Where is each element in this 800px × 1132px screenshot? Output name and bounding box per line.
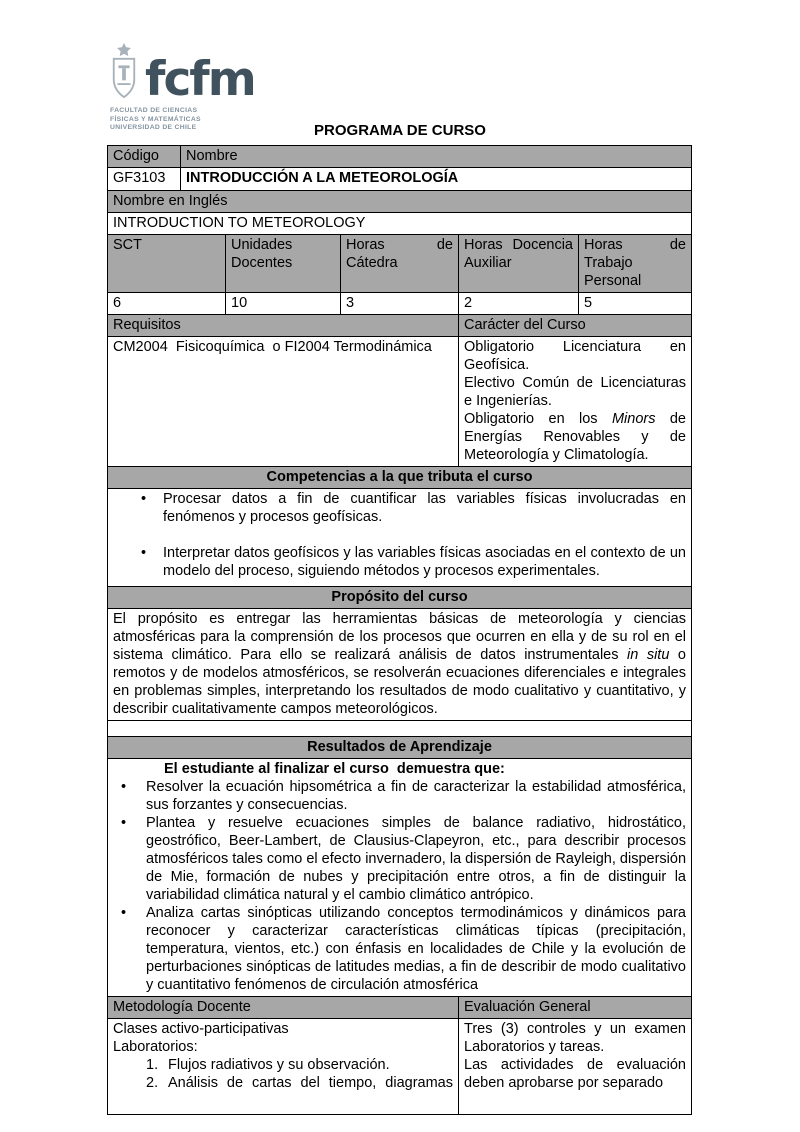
table-row [108,609,692,721]
list-number: 2. [146,1075,159,1091]
resultados-content [108,759,692,997]
caracter-label-cell: Carácter del Curso [459,315,692,337]
table-row [108,168,692,191]
sct-label-cell: SCT [108,235,226,293]
list-item: 2. Análisis de cartas del tiempo, diagramas [146,1075,453,1091]
list-item: • Plantea y resuelve ecuaciones simples de balance radiativo, hidrostático, geostrófico, Beer-Lambert, de Clausius-Clapeyron, etc., para describir procesos atmosféricos tales como el efecto invernadero, la dispersión de Rayleigh, dispersión de Mie, formación de nubes y precipitación entre otros, a fin de distinguir la variabilidad climática natural y el cambio climático antrópico. [121,815,687,903]
codigo-label-cell: Código [108,146,181,168]
list-item: • Procesar datos a fin de cuantificar las variables físicas involucradas en fenómenos y procesos geofísicas. [141,491,686,525]
nombre-value: INTRODUCCIÓN A LA METEOROLOGÍA [181,168,692,191]
competencias-header: Competencias a la que tributa el curso [108,467,692,489]
metodologia-header: Metodología Docente [108,997,459,1019]
table-row [108,337,692,467]
evaluacion-line: Tres (3) controles y un examen [464,1021,686,1037]
table-row [108,721,692,737]
university-crest-icon [110,42,138,100]
table-row [108,489,692,587]
horas-docencia-label-cell: Horas Docencia Auxiliar [459,235,579,293]
horas-catedra-label-cell: Horas de Cátedra [341,235,459,293]
metodologia-line: Laboratorios: [113,1039,198,1055]
sct-value: 6 [108,293,226,315]
table-row [108,235,692,293]
bullet-icon: • [121,779,127,795]
horas-trabajo-label-cell: Horas de Trabajo Personal [579,235,692,293]
requisitos-value: CM2004 Fisicoquímica o FI2004 Termodinámica [108,337,459,467]
course-program-table [107,145,692,1115]
caracter-line: Obligatorio en los Minors de Energías Renovables y de Meteorología y Climatología. [464,411,686,463]
table-row [108,1019,692,1115]
unidades-value: 10 [226,293,341,315]
list-item: • Interpretar datos geofísicos y las variables físicas asociadas en el contexto de un modelo del proceso, siguiendo métodos y procesos experimentales. [141,545,686,579]
logo-line: UNIVERSIDAD DE CHILE [110,124,197,131]
table-row [108,315,692,337]
logo-line: FÍSICAS Y MATEMÁTICAS [110,115,201,123]
list-item: 1. Flujos radiativos y su observación. [146,1057,390,1073]
table-row [108,213,692,235]
logo-line: FACULTAD DE CIENCIAS [110,107,198,114]
table-row [108,759,692,997]
table-row [108,587,692,609]
horas-catedra-value: 3 [341,293,459,315]
resultados-intro: El estudiante al finalizar el curso demuestra que: [164,761,505,777]
table-row [108,467,692,489]
evaluacion-content [459,1019,692,1115]
evaluacion-line: Laboratorios y tareas. [464,1039,605,1055]
proposito-paragraph: El propósito es entregar las herramientas básicas de meteorología y ciencias atmosféricas para la comprensión de los procesos que ocurren en ella y de su rol en el sistema climático. Para ello se realizará análisis de datos instrumentales in situ o remotos y de modelos atmosféricos, se resolverán ecuaciones diferenciales e integrales en problemas simples, interpretando los resultados de modo cualitativo y cuantitativo, y describir cualitativamente campos meteorológicos. [108,609,692,721]
nombre-label-cell: Nombre [181,146,692,168]
evaluacion-line: Las actividades de evaluación deben aprobarse por separado [464,1057,686,1091]
page-title: PROGRAMA DE CURSO [314,122,486,139]
evaluacion-header: Evaluación General [459,997,692,1019]
fcfm-logo [110,42,255,133]
table-row [108,146,692,168]
proposito-header: Propósito del curso [108,587,692,609]
list-number: 1. [146,1057,159,1073]
resultados-header: Resultados de Aprendizaje [108,737,692,759]
caracter-line: Electivo Común de Licenciaturas e Ingenierías. [464,375,686,409]
list-item: • Resolver la ecuación hipsométrica a fin de caracterizar la estabilidad atmosférica, sus forzantes y consecuencias. [121,779,686,813]
horas-trabajo-value: 5 [579,293,692,315]
metodologia-content [108,1019,459,1115]
empty-row [108,721,692,737]
unidades-docentes-label-cell: Unidades Docentes [226,235,341,293]
horas-docencia-value: 2 [459,293,579,315]
bullet-icon: • [141,545,147,561]
fcfm-wordmark: fcfm [145,52,255,108]
metodologia-line: Clases activo-participativas [113,1021,289,1037]
nombre-ingles-value: INTRODUCTION TO METEOROLOGY [108,213,692,235]
nombre-ingles-label-cell: Nombre en Inglés [108,191,692,213]
codigo-value: GF3103 [108,168,181,191]
requisitos-label-cell: Requisitos [108,315,459,337]
table-row [108,737,692,759]
table-row [108,191,692,213]
caracter-line: Obligatorio Licenciatura en Geofísica. [464,339,686,373]
bullet-icon: • [141,491,147,507]
table-row [108,293,692,315]
caracter-value [459,337,692,467]
table-row [108,997,692,1019]
list-item: • Analiza cartas sinópticas utilizando conceptos termodinámicos y dinámicos para reconocer y caracterizar características climáticas típicas (precipitación, temperatura, vientos, etc.) con énfasis en localidades de Chile y la evolución de perturbaciones sinópticas de latitudes medias, a fin de describir de modo cualitativo y cuantitativo fenómenos de circulación atmosférica [121,905,686,993]
bullet-icon: • [121,905,127,921]
bullet-icon: • [121,815,127,831]
competencias-content [108,489,692,587]
